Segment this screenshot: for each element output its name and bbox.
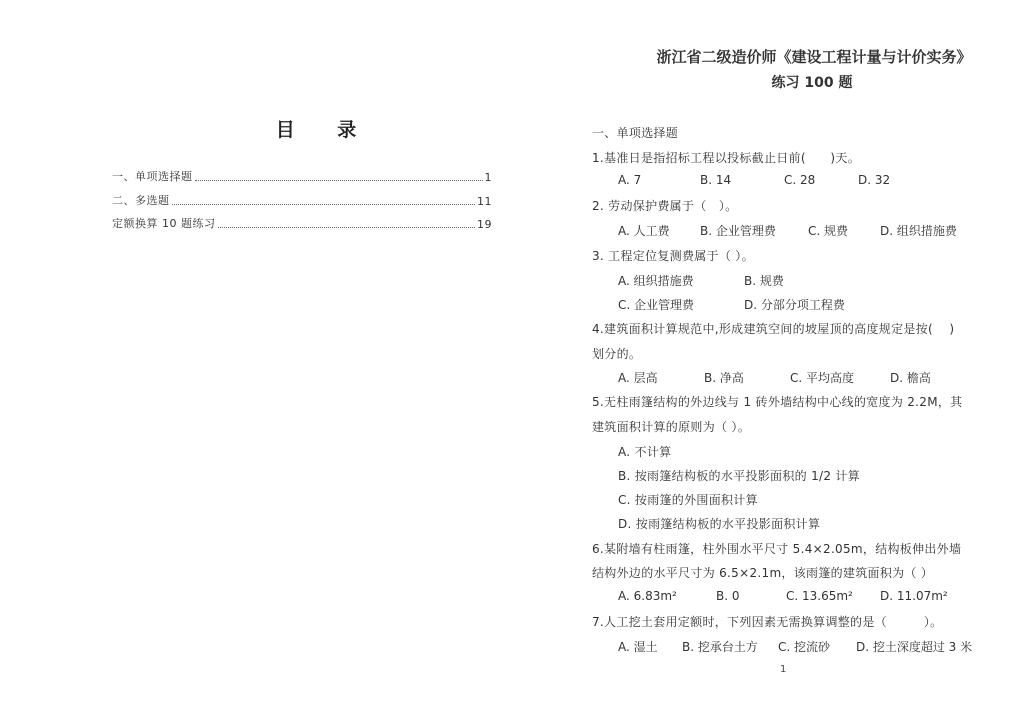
question-text: 1.基准日是指招标工程以投标截止日前( )天。	[592, 151, 861, 165]
option: A. 层高	[618, 371, 658, 385]
option: A. 组织措施费	[618, 274, 694, 288]
option: C. 28	[784, 173, 816, 187]
option: A. 人工费	[618, 224, 670, 238]
toc-leader-dots	[218, 227, 476, 228]
toc-entry-page: 19	[477, 218, 492, 231]
toc-entry[interactable]	[112, 192, 492, 208]
option: C. 规费	[808, 224, 849, 238]
question-text: 3. 工程定位复测费属于（ ）。	[592, 249, 754, 263]
question-text: 划分的。	[592, 347, 642, 361]
toc-entry[interactable]	[112, 168, 492, 184]
question-page	[512, 0, 1024, 725]
option: B. 企业管理费	[700, 224, 776, 238]
option: D. 挖土深度超过 3 米	[856, 640, 973, 654]
option: D. 按雨篷结构板的水平投影面积计算	[618, 517, 821, 531]
toc-title: 目 录	[275, 119, 375, 141]
option: A. 不计算	[618, 445, 672, 459]
section-heading: 一、单项选择题	[592, 126, 679, 140]
option: A. 7	[618, 173, 642, 187]
option: B. 14	[700, 173, 732, 187]
toc-leader-dots	[172, 204, 476, 205]
toc-leader-dots	[195, 180, 483, 181]
option: A. 6.83m²	[618, 589, 677, 603]
option: B. 按雨篷结构板的水平投影面积的 1/2 计算	[618, 469, 861, 483]
option: D. 11.07m²	[880, 589, 948, 603]
option: C. 13.65m²	[786, 589, 853, 603]
option: C. 企业管理费	[618, 298, 695, 312]
question-text: 2. 劳动保护费属于（ ）。	[592, 199, 738, 213]
option: D. 32	[858, 173, 891, 187]
toc-entry[interactable]	[112, 215, 492, 231]
option: D. 分部分项工程费	[744, 298, 845, 312]
option: B. 0	[716, 589, 740, 603]
question-text: 5.无柱雨篷结构的外边线与 1 砖外墙结构中心线的宽度为 2.2M，其	[592, 395, 963, 409]
toc-entry-label: 定额换算 10 题练习	[112, 217, 216, 230]
option: C. 按雨篷的外围面积计算	[618, 493, 758, 507]
option: B. 挖承台土方	[682, 640, 758, 654]
document-subtitle: 练习 100 题	[771, 75, 853, 91]
toc-entry-page: 1	[484, 171, 492, 184]
option: B. 净高	[704, 371, 744, 385]
toc-entry-label: 二、多选题	[112, 194, 170, 207]
option: C. 挖流砂	[778, 640, 831, 654]
page-number: 1	[780, 664, 787, 675]
toc-entry-label: 一、单项选择题	[112, 170, 193, 183]
question-text: 7.人工挖土套用定额时，下列因素无需换算调整的是（ ）。	[592, 615, 943, 629]
question-text: 4.建筑面积计算规范中,形成建筑空间的坡屋顶的高度规定是按( )	[592, 322, 955, 336]
toc-entry-page: 11	[477, 195, 492, 208]
question-text: 结构外边的水平尺寸为 6.5×2.1m，该雨篷的建筑面积为（ ）	[592, 566, 934, 580]
option: D. 组织措施费	[880, 224, 957, 238]
question-text: 建筑面积计算的原则为（ ）。	[592, 420, 751, 434]
document-title: 浙江省二级造价师《建设工程计量与计价实务》	[656, 48, 972, 66]
question-text: 6.某附墙有柱雨篷，柱外围水平尺寸 5.4×2.05m，结构板伸出外墙	[592, 542, 962, 556]
option: D. 檐高	[890, 371, 931, 385]
option: A. 湿土	[618, 640, 658, 654]
option: C. 平均高度	[790, 371, 855, 385]
option: B. 规费	[744, 274, 784, 288]
